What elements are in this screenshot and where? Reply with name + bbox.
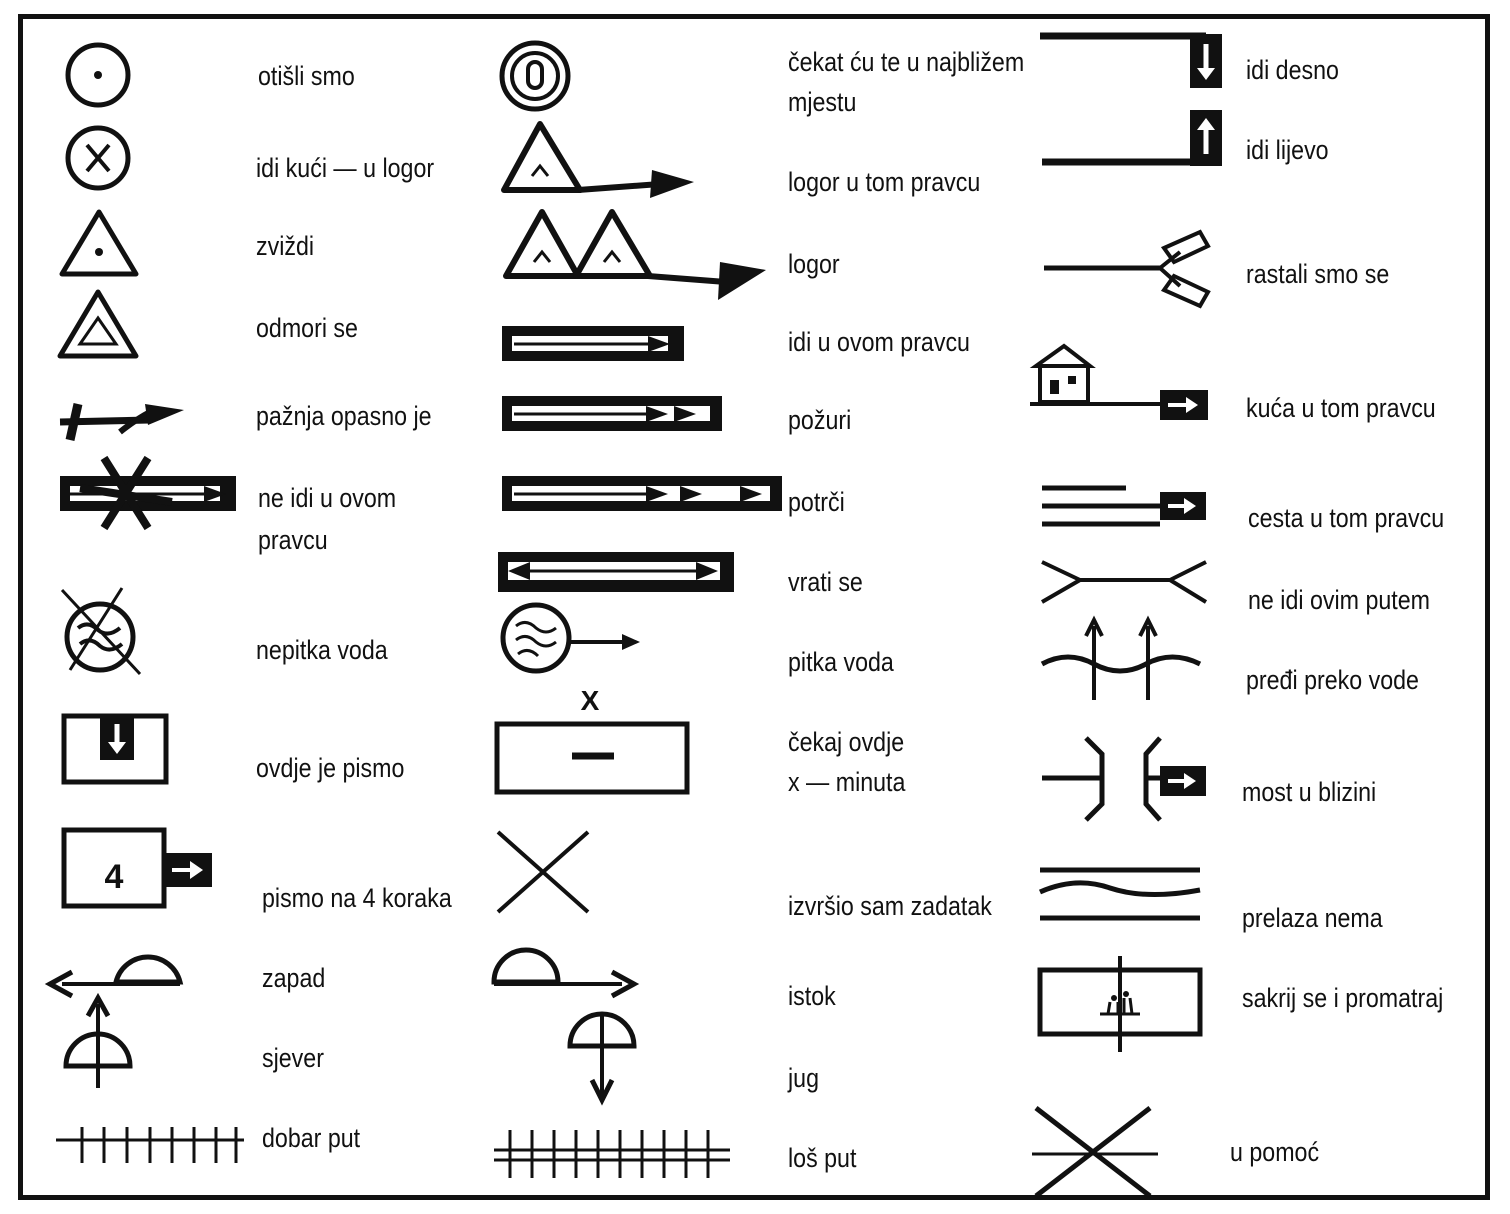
paznja-icon <box>60 404 184 440</box>
label-u-pomoc: u pomoć <box>1230 1137 1320 1167</box>
label-logor: logor <box>788 249 840 279</box>
label-kuca: kuća u tom pravcu <box>1246 393 1436 423</box>
label-logor-pravac: logor u tom pravcu <box>788 167 981 197</box>
label-cekaj-1: čekaj ovdje <box>788 727 905 757</box>
sakrij-se-icon <box>1040 956 1200 1052</box>
cekaj-x-mark: X <box>580 685 600 716</box>
ne-idi-ovim-putem-icon <box>1042 562 1206 602</box>
dobar-put-icon <box>56 1127 244 1163</box>
label-vrati-se: vrati se <box>788 567 863 597</box>
label-idi-kuci: idi kući — u logor <box>256 153 435 183</box>
prelaza-nema-icon <box>1040 870 1200 918</box>
label-los-put: loš put <box>788 1143 857 1173</box>
label-pismo-4: pismo na 4 koraka <box>262 883 452 913</box>
label-ovdje-pismo: ovdje je pismo <box>256 753 405 783</box>
idi-lijevo-icon <box>1042 110 1222 166</box>
most-u-blizini-icon <box>1042 738 1206 820</box>
rastali-smo-se-icon <box>1044 232 1208 306</box>
kuca-u-tom-pravcu-icon <box>1030 346 1208 420</box>
pismo-4-box-number: 4 <box>104 858 124 896</box>
u-pomoc-icon <box>1032 1108 1158 1196</box>
label-ne-idi-1: ne idi u ovom <box>258 483 397 513</box>
idi-kuci-icon <box>68 128 128 188</box>
otisli-smo-icon <box>68 45 128 105</box>
label-otisli-smo: otišli smo <box>258 61 355 91</box>
logor-u-tom-pravcu-icon <box>504 124 694 198</box>
label-idi-ovom: idi u ovom pravcu <box>788 327 970 357</box>
label-odmori-se: odmori se <box>256 313 358 343</box>
label-cekat-2: mjestu <box>788 87 857 117</box>
vrati-se-icon <box>498 552 734 592</box>
label-pitka: pitka voda <box>788 647 894 677</box>
sjever-icon <box>66 998 130 1088</box>
pismo-4-koraka-icon <box>64 830 212 906</box>
label-rastali: rastali smo se <box>1246 259 1390 289</box>
zapad-icon <box>50 957 180 996</box>
nepitka-voda-icon <box>62 588 140 674</box>
pozuri-icon <box>502 396 722 431</box>
label-cekaj-2: x — minuta <box>788 767 906 797</box>
label-jug: jug <box>788 1063 819 1093</box>
label-idi-desno: idi desno <box>1246 55 1339 85</box>
label-cesta: cesta u tom pravcu <box>1248 503 1445 533</box>
label-ne-idi-putem: ne idi ovim putem <box>1248 585 1430 615</box>
potrci-icon <box>502 476 782 511</box>
label-idi-lijevo: idi lijevo <box>1246 135 1329 165</box>
jug-icon <box>570 1012 634 1100</box>
ovdje-pismo-icon <box>64 716 166 782</box>
label-prelaza: prelaza nema <box>1242 903 1383 933</box>
label-dobar-put: dobar put <box>262 1123 361 1153</box>
label-zapad: zapad <box>262 963 326 993</box>
pitka-voda-icon <box>503 605 640 671</box>
label-istok: istok <box>788 981 836 1011</box>
idi-desno-icon <box>1040 34 1222 88</box>
zvizdi-icon <box>62 212 136 274</box>
izvrsio-zadatak-icon <box>498 832 588 912</box>
label-sjever: sjever <box>262 1043 324 1073</box>
cekaj-ovdje-icon <box>497 724 687 792</box>
cesta-u-tom-pravcu-icon <box>1042 488 1206 524</box>
logor-icon <box>506 212 766 300</box>
label-ne-idi-2: pravcu <box>258 525 328 555</box>
label-pozuri: požuri <box>788 405 852 435</box>
label-paznja: pažnja opasno je <box>256 401 432 431</box>
label-predi: pređi preko vode <box>1246 665 1419 695</box>
ne-idi-icon <box>60 458 236 528</box>
label-potrci: potrči <box>788 487 845 517</box>
label-most: most u blizini <box>1242 777 1377 807</box>
cekat-cu-te-icon <box>502 43 568 109</box>
label-cekat-1: čekat ću te u najbližem <box>788 47 1025 77</box>
los-put-icon <box>494 1130 730 1178</box>
predi-preko-vode-icon <box>1042 620 1200 700</box>
label-nepitka: nepitka voda <box>256 635 388 665</box>
label-izvrsio: izvršio sam zadatak <box>788 891 992 921</box>
label-zvizdi: zviždi <box>256 231 315 261</box>
label-sakrij: sakrij se i promatraj <box>1242 983 1444 1013</box>
istok-icon <box>494 950 634 996</box>
odmori-se-icon <box>60 292 136 356</box>
idi-u-ovom-pravcu-icon <box>502 326 684 361</box>
